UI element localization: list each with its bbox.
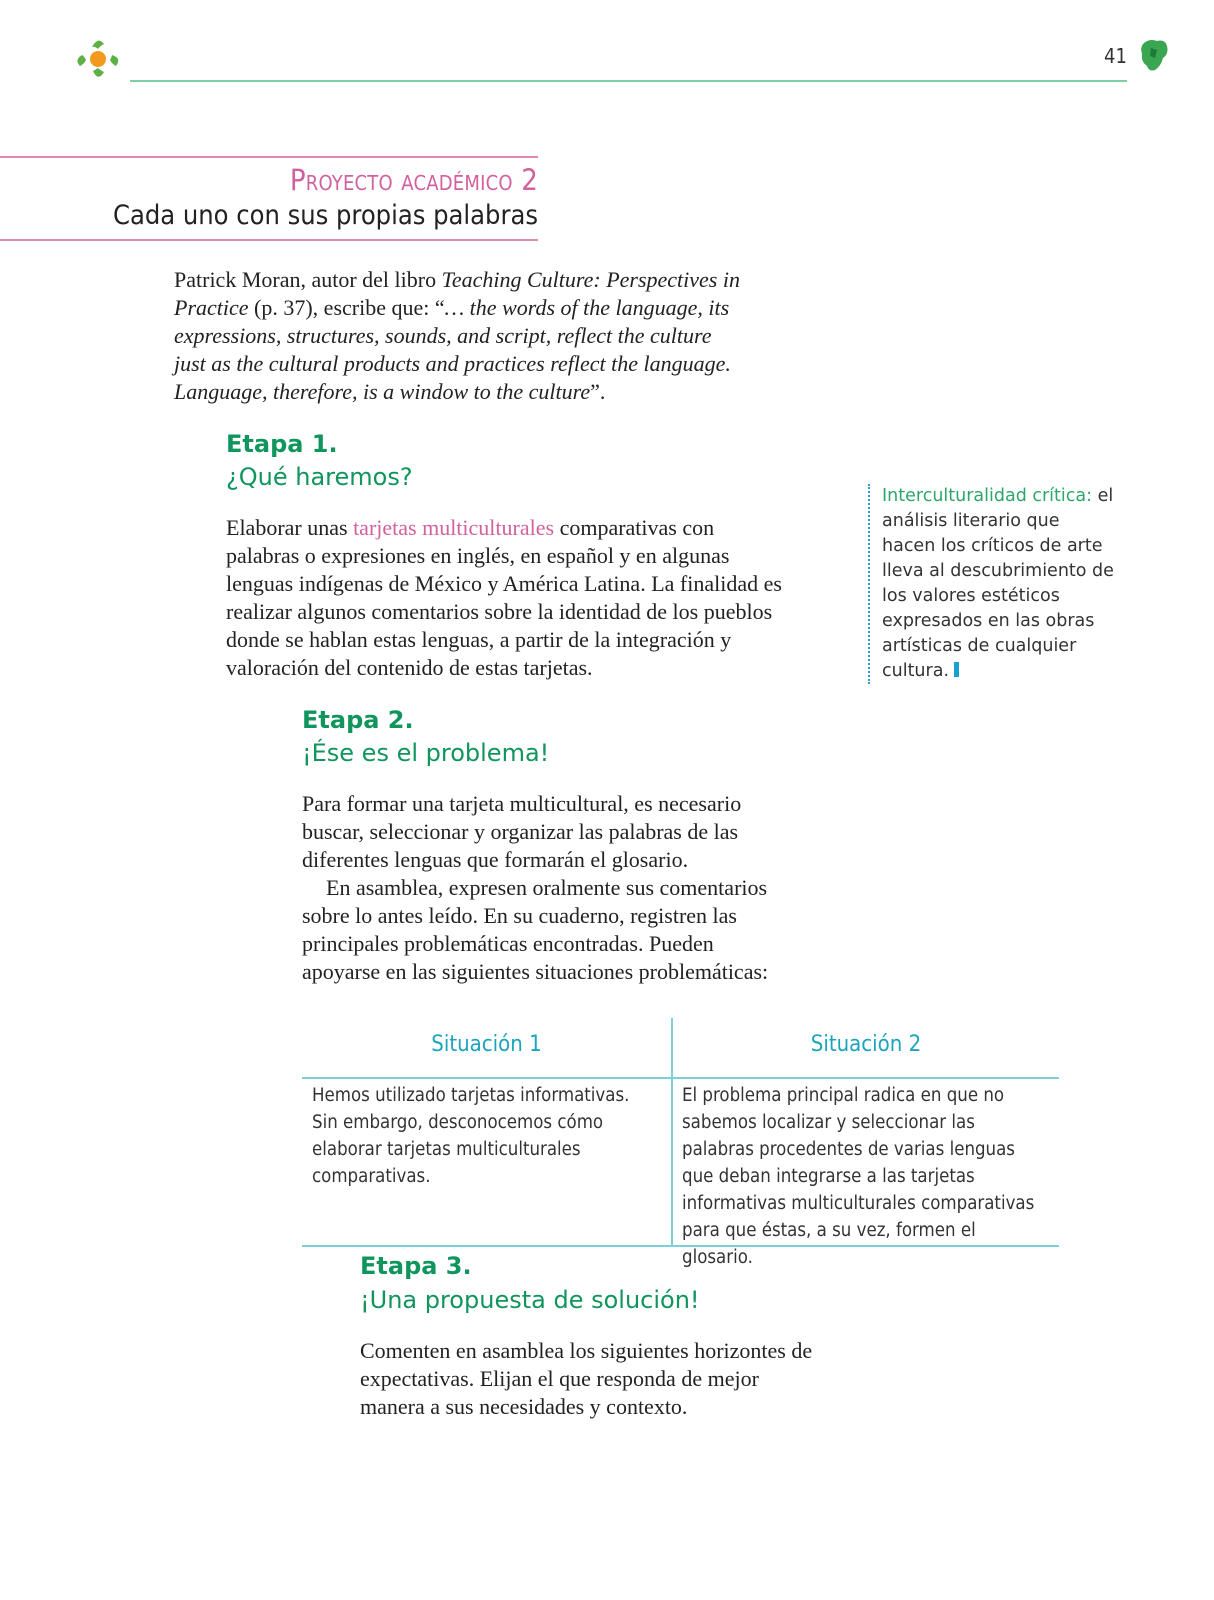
green-glyph-icon	[1139, 38, 1169, 74]
intro-text: (p. 37), escribe que: “	[248, 295, 445, 320]
stage1-paragraph	[226, 514, 786, 682]
table-bottom-rule	[302, 1245, 1059, 1247]
book-title: Teaching Culture: Perspectives in Practice	[174, 267, 740, 320]
highlighted-term: tarjetas multiculturales	[353, 515, 555, 540]
page-number: 41	[1104, 44, 1127, 68]
stage1-text: comparativas con palabras o expresiones en inglés, en español y en algunas lenguas indígenas de México y América Latina. La finalidad es realizar algunos comentarios sobre la identidad de los pueblos donde se hablan estas lenguas, a partir de la integración y valoración del contenido de estas tarjetas.	[226, 515, 782, 680]
project-title: Proyecto académico 2	[289, 163, 538, 197]
stage1-text: Elaborar unas	[226, 515, 354, 540]
stage2-title: ¡Ése es el problema!	[302, 739, 550, 767]
situation-1-text: Hemos utilizado tarjetas informativas. Sin embargo, desconocemos cómo elaborar tarjetas multiculturales comparativas.	[312, 1085, 630, 1187]
stage1-title: ¿Qué haremos?	[226, 463, 413, 491]
title-rule-bottom	[0, 239, 538, 241]
sidenote	[868, 484, 1118, 684]
stage2-label: Etapa 2.	[302, 706, 414, 734]
sidenote-term: Interculturalidad crítica:	[882, 486, 1093, 506]
stage3-label: Etapa 3.	[360, 1252, 472, 1280]
header-rule	[130, 80, 1127, 82]
sidenote-text: el análisis literario que hacen los críticos de arte lleva al descubrimiento de los valores estéticos expresados en las obras artísticas de cualquier cultura.	[882, 486, 1114, 681]
project-subtitle: Cada uno con sus propias palabras	[113, 200, 538, 231]
situation-2-heading: Situación 2	[810, 1032, 922, 1057]
stage1-label: Etapa 1.	[226, 430, 338, 458]
title-rule-top	[0, 156, 538, 158]
stage2-body	[302, 790, 792, 986]
situation-1-heading: Situación 1	[431, 1032, 542, 1057]
stage3-title: ¡Una propuesta de solución!	[360, 1286, 700, 1314]
end-marker	[954, 662, 959, 677]
stage2-paragraph-2: En asamblea, expresen oralmente sus comentarios sobre lo antes leído. En su cuaderno, registren las principales problemáticas encontradas. Pueden apoyarse en las siguientes situaciones problemáticas:	[302, 875, 769, 984]
quoted-text: … the words of the language, its expressions, structures, sounds, and script, reflect the culture just as the cultural products and practices reflect the language. Language, therefore, is a window to the culture	[174, 295, 731, 404]
table-column-divider	[671, 1018, 673, 1247]
stage2-paragraph-1: Para formar una tarjeta multicultural, es necesario buscar, seleccionar y organizar las palabras de las diferentes lenguas que formarán el glosario.	[302, 791, 742, 872]
stage3-paragraph: Comenten en asamblea los siguientes horizontes de expectativas. Elijan el que responda de mejor manera a sus necesidades y contexto.	[360, 1338, 813, 1419]
situation-2-text: El problema principal radica en que no sabemos localizar y seleccionar las palabras procedentes de varias lenguas que deban integrarse a las tarjetas informativas multiculturales comparativas para que éstas, a su vez, formen el glosario.	[682, 1085, 1035, 1268]
table-header-rule	[302, 1077, 1059, 1079]
flower-icon	[72, 34, 124, 84]
intro-text: Patrick Moran, autor del libro	[174, 267, 442, 292]
intro-text: ”.	[590, 379, 606, 404]
intro-quote	[174, 266, 744, 406]
